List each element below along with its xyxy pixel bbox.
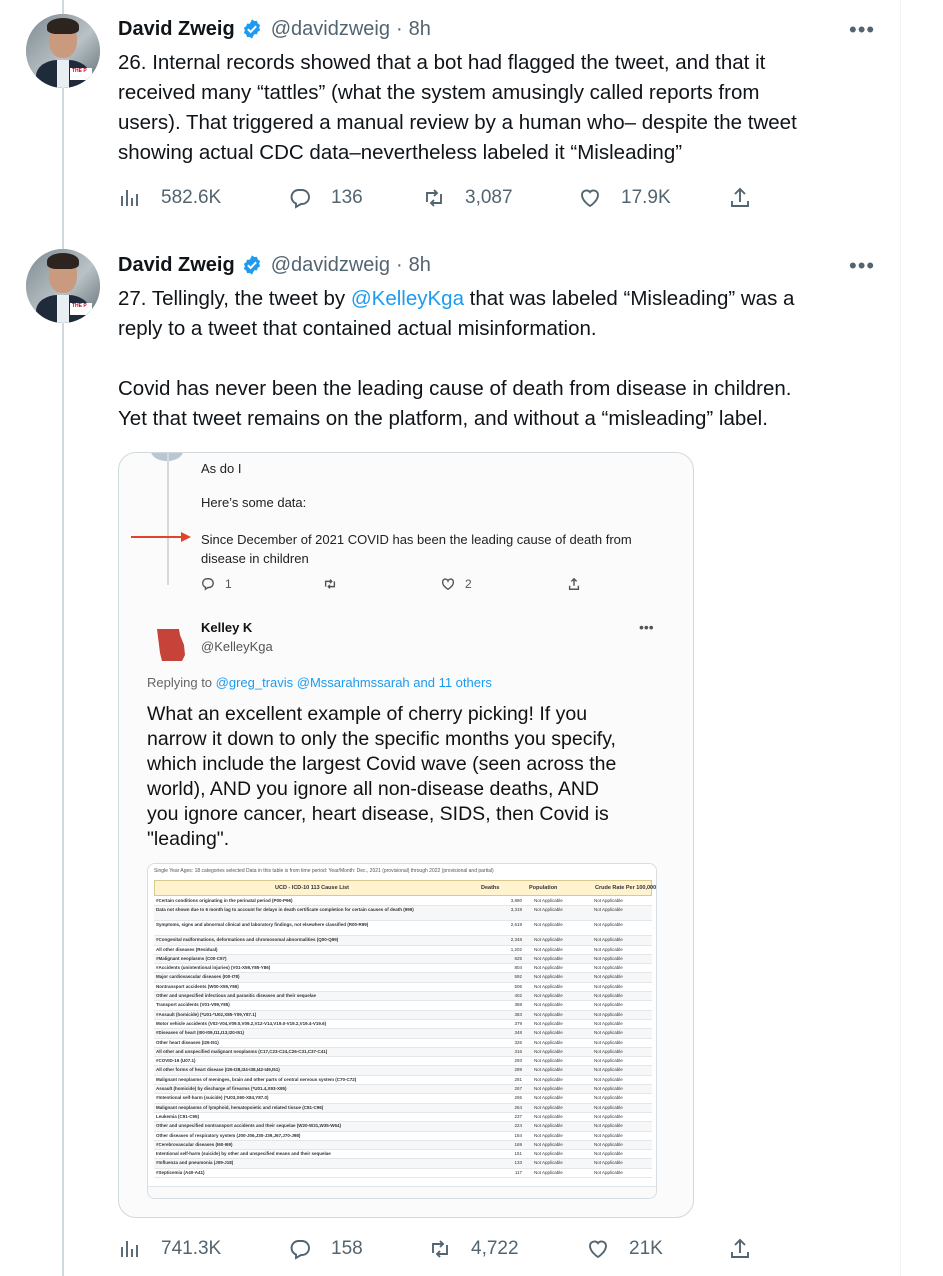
tweet-text-line: showing actual CDC data–nevertheless labeled it “Misleading” xyxy=(118,141,683,164)
retweet-icon xyxy=(428,1237,452,1261)
table-cell: Data not shown due to 6 month lag to account for delays in death certificate completion for certain causes of death (999) xyxy=(156,907,414,913)
table-row xyxy=(154,1150,652,1159)
reply-body-line: "leading". xyxy=(147,828,230,850)
table-cell: Not Applicable xyxy=(534,898,563,903)
table-cell: #Septicemia (A40-A41) xyxy=(156,1169,205,1175)
tweet-26[interactable] xyxy=(0,0,900,240)
table-cell: Not Applicable xyxy=(594,1086,623,1092)
table-row xyxy=(154,921,652,936)
share-icon xyxy=(567,577,581,591)
like-button[interactable] xyxy=(586,1237,663,1261)
table-cell: 316 xyxy=(514,1048,522,1054)
table-cell: 804 xyxy=(514,965,522,971)
table-cell: Not Applicable xyxy=(534,1011,563,1017)
embedded-thread-line xyxy=(167,453,169,585)
timestamp[interactable]: 8h xyxy=(408,17,431,40)
like-count: 17.9K xyxy=(621,187,671,208)
table-row xyxy=(154,964,652,973)
table-cell: Not Applicable xyxy=(594,983,623,989)
tweet-text xyxy=(118,284,878,434)
table-cell: Not Applicable xyxy=(534,993,563,999)
table-cell: Leukemia (C91-C95) xyxy=(156,1113,200,1119)
table-title: Single Year Ages: 18 categories selected Data in this table is from time period: Year/Month: Dec., 2021 (provisional) through 2022 (provisional and partial) xyxy=(154,868,494,874)
paragraph-gap xyxy=(118,344,878,374)
views-icon xyxy=(118,186,142,210)
table-cell: Other diseases of respiratory system (J00-J06,J30-J39,J67,J70-J98) xyxy=(156,1132,301,1138)
table-cell: Nontransport accidents (W00-X59,Y86) xyxy=(156,983,239,989)
table-cell: Not Applicable xyxy=(534,955,563,961)
table-cell: Not Applicable xyxy=(534,1030,563,1036)
table-cell: Other and unspecified nontransport accidents and their sequelae (W20-W31,W35-W64) xyxy=(156,1123,342,1129)
upper-tweet-line: Since December of 2021 COVID has been the leading cause of death from xyxy=(201,532,632,547)
heart-icon xyxy=(441,577,455,591)
table-cell: 592 xyxy=(514,974,522,980)
tweet-text-line: 26. Internal records showed that a bot had flagged the tweet, and that it xyxy=(118,51,766,74)
author-avatar[interactable]: THE P xyxy=(26,249,100,323)
table-cell: #Congenital malformations, deformations and chromosomal abnormalities (Q00-Q99) xyxy=(156,937,339,943)
table-cell: Not Applicable xyxy=(534,1169,563,1175)
table-cell: All other and unspecified malignant neoplasms (C17,C23-C24,C26-C31,C37-C41) xyxy=(156,1048,328,1054)
retweet-button[interactable] xyxy=(428,1237,519,1261)
table-cell: 237 xyxy=(514,1113,522,1119)
table-cell: Malignant neoplasms of meninges, brain and other parts of central nervous system (C70-C72) xyxy=(156,1076,357,1082)
table-cell: Not Applicable xyxy=(594,1095,623,1101)
table-row xyxy=(154,1029,652,1038)
replying-mentions: @greg_travis @Mssarahmssarah and 11 others xyxy=(215,675,492,690)
table-cell: Not Applicable xyxy=(534,1086,563,1092)
table-row xyxy=(154,1020,652,1029)
table-row xyxy=(154,1039,652,1048)
table-cell: 2,348 xyxy=(510,937,522,943)
table-cell: 293 xyxy=(514,1058,522,1064)
table-row xyxy=(154,1113,652,1122)
separator-dot: · xyxy=(395,17,403,40)
table-row xyxy=(154,906,652,921)
tweet-header xyxy=(118,251,431,279)
table-header xyxy=(154,880,657,896)
table-cell: Not Applicable xyxy=(534,965,563,971)
table-cell: 402 xyxy=(514,993,522,999)
share-icon xyxy=(728,1237,752,1261)
table-cell: Not Applicable xyxy=(594,922,623,928)
table-header-cell: Crude Rate Per 100,000 xyxy=(595,885,657,891)
upper-tweet-line: Here’s some data: xyxy=(201,495,307,510)
reply-icon xyxy=(288,1237,312,1261)
table-header-cell: UCD - ICD-10 113 Cause List xyxy=(275,885,349,891)
embedded-share xyxy=(567,577,581,591)
table-row xyxy=(154,1132,652,1141)
table-row xyxy=(154,973,652,982)
table-cell: All other diseases (Residual) xyxy=(156,946,218,952)
table-cell: Not Applicable xyxy=(594,1002,623,1008)
table-row xyxy=(154,992,652,1001)
table-cell: 289 xyxy=(514,1067,522,1073)
table-cell: Not Applicable xyxy=(534,1095,563,1101)
views-button[interactable] xyxy=(118,186,221,210)
table-cell: #Accidents (unintentional injuries) (V01-X59,Y85-Y86) xyxy=(156,965,271,971)
image-bottom-bar xyxy=(148,1186,657,1199)
table-cell: Malignant neoplasms of lymphoid, hematopoietic and related tissue (C81-C96) xyxy=(156,1104,324,1110)
table-row xyxy=(154,1169,652,1178)
table-cell: 348 xyxy=(514,1030,522,1036)
reply-icon xyxy=(201,577,215,591)
table-cell: Not Applicable xyxy=(534,983,563,989)
table-cell: Not Applicable xyxy=(534,1039,563,1045)
separator-dot: · xyxy=(395,253,403,276)
table-row xyxy=(154,1076,652,1085)
like-count: 21K xyxy=(629,1238,663,1259)
reply-body-line: you ignore cancer, heart disease, SIDS, then Covid is xyxy=(147,803,609,825)
reply-body-line: world), AND you ignore all non-disease deaths, AND xyxy=(147,778,599,800)
table-cell: Not Applicable xyxy=(594,1048,623,1054)
table-cell: 184 xyxy=(514,1132,522,1138)
table-row xyxy=(154,1141,652,1150)
embedded-retweet xyxy=(323,577,337,591)
text-fragment: 27. Tellingly, the tweet by xyxy=(118,287,351,310)
retweet-icon xyxy=(422,186,446,210)
views-count: 741.3K xyxy=(161,1238,222,1259)
table-row xyxy=(154,1104,652,1113)
reply-icon xyxy=(288,186,312,210)
table-cell: Not Applicable xyxy=(534,974,563,980)
table-row xyxy=(154,1011,652,1020)
table-cell: Not Applicable xyxy=(594,1076,623,1082)
reply-more-icon: ••• xyxy=(639,619,654,635)
more-options-button[interactable]: ••• xyxy=(849,17,876,42)
table-cell: Not Applicable xyxy=(534,1141,563,1147)
table-header-cell: Population xyxy=(529,885,558,891)
table-cell: Not Applicable xyxy=(534,937,563,943)
table-cell: All other forms of heart disease (I26-I28,I34-I38,I42-I49,I51) xyxy=(156,1067,280,1073)
table-row xyxy=(154,1085,652,1094)
table-cell: Not Applicable xyxy=(594,974,623,980)
table-cell: 169 xyxy=(514,1141,522,1147)
table-cell: Not Applicable xyxy=(594,1030,623,1036)
share-button[interactable] xyxy=(728,186,752,210)
table-cell: Not Applicable xyxy=(594,1039,623,1045)
replying-prefix: Replying to xyxy=(147,675,216,690)
tweet-text-line: received many “tattles” (what the system amusingly called reports from xyxy=(118,81,760,104)
column-border xyxy=(900,0,901,1276)
table-row xyxy=(154,936,652,945)
tweet-text xyxy=(118,48,878,168)
table-cell: Not Applicable xyxy=(594,1123,623,1129)
reply-body-line: What an excellent example of cherry picking! If you xyxy=(147,703,588,725)
embedded-reply xyxy=(201,577,232,591)
retweet-icon xyxy=(323,577,337,591)
reply-body-line: which include the largest Covid wave (seen across the xyxy=(147,753,617,775)
table-cell: 2,619 xyxy=(510,922,522,928)
table-cell: #Cerebrovascular diseases (I60-I69) xyxy=(156,1141,233,1147)
embedded-reply-count: 1 xyxy=(225,577,232,591)
retweet-button[interactable] xyxy=(422,186,513,210)
table-cell: Not Applicable xyxy=(594,946,623,952)
table-cell: Not Applicable xyxy=(534,1020,563,1026)
table-cell: 265 xyxy=(514,1095,522,1101)
upper-tweet-actions xyxy=(201,577,591,593)
table-cell: #Malignant neoplasms (C00-C97) xyxy=(156,955,227,961)
author-handle[interactable]: @davidzweig xyxy=(270,253,390,276)
table-cell: Not Applicable xyxy=(594,1169,623,1175)
table-cell: Not Applicable xyxy=(534,1151,563,1157)
table-cell: Not Applicable xyxy=(534,1048,563,1054)
table-body xyxy=(154,897,652,1178)
like-button[interactable] xyxy=(578,186,671,210)
tweet-text-line: Covid has never been the leading cause of death from disease in children. xyxy=(118,377,792,400)
table-cell: 117 xyxy=(514,1169,522,1175)
table-cell: Not Applicable xyxy=(534,946,563,952)
reply-body-line: narrow it down to only the specific months you specify, xyxy=(147,728,616,750)
views-button[interactable] xyxy=(118,1237,221,1261)
reply-count: 136 xyxy=(331,187,363,208)
table-cell: Not Applicable xyxy=(594,1141,623,1147)
table-cell: 267 xyxy=(514,1086,522,1092)
table-cell: Not Applicable xyxy=(594,1020,623,1026)
table-cell: Not Applicable xyxy=(594,1132,623,1138)
table-cell: 379 xyxy=(514,1020,522,1026)
author-avatar[interactable]: THE P xyxy=(26,14,100,88)
views-icon xyxy=(118,1237,142,1261)
verified-badge-icon xyxy=(241,254,263,276)
table-cell: Not Applicable xyxy=(534,1067,563,1073)
author-name[interactable]: David Zweig xyxy=(118,253,235,276)
table-cell: Not Applicable xyxy=(534,1113,563,1119)
table-row xyxy=(154,1048,652,1057)
table-cell: Intentional self-harm (suicide) by other and unspecified means and their sequelae xyxy=(156,1151,331,1157)
table-cell: #Intentional self-harm (suicide) (*U03,X60-X84,Y87.0) xyxy=(156,1095,269,1101)
table-cell: Assault (homicide) by discharge of firearms (*U01.4,X93-X95) xyxy=(156,1086,287,1092)
table-cell: 3,319 xyxy=(510,907,522,913)
red-arrow-icon xyxy=(131,531,193,543)
table-row xyxy=(154,946,652,955)
table-cell: Not Applicable xyxy=(594,1067,623,1073)
table-row xyxy=(154,1066,652,1075)
text-fragment: that was labeled “Misleading” was a xyxy=(463,287,795,310)
share-icon xyxy=(728,186,752,210)
timestamp[interactable]: 8h xyxy=(408,253,431,276)
tweet-header xyxy=(118,15,431,43)
table-cell: #COVID-19 (U07.1) xyxy=(156,1058,196,1064)
reply-body xyxy=(147,702,667,852)
table-cell: Not Applicable xyxy=(594,1151,623,1157)
table-cell: 1,202 xyxy=(510,946,522,952)
table-cell: Not Applicable xyxy=(534,1123,563,1129)
table-cell: 281 xyxy=(514,1076,522,1082)
table-cell: Not Applicable xyxy=(534,1076,563,1082)
table-cell: 264 xyxy=(514,1104,522,1110)
table-cell: Not Applicable xyxy=(594,965,623,971)
georgia-map-avatar-icon xyxy=(147,619,195,667)
table-row xyxy=(154,955,652,964)
table-cell: Not Applicable xyxy=(594,1113,623,1119)
reply-author-handle: @KelleyKga xyxy=(201,639,273,654)
table-row xyxy=(154,983,652,992)
embedded-like-count: 2 xyxy=(465,577,472,591)
table-cell: Motor vehicle accidents (V02-V04,V09.0,V09.2,V12-V14,V19.0-V19.2,V19.4-V19.6) xyxy=(156,1020,327,1026)
table-cell: #Diseases of heart (I00-I09,I11,I13,I20-I51) xyxy=(156,1030,245,1036)
reply-author-name: Kelley K xyxy=(201,620,253,635)
table-cell: Not Applicable xyxy=(594,1011,623,1017)
tweet-text-line xyxy=(118,284,878,314)
table-cell: Major cardiovascular diseases (I00-I78) xyxy=(156,974,240,980)
tweet-text-line: users). That triggered a manual review by a human who– despite the tweet xyxy=(118,111,797,134)
table-cell: #Certain conditions originating in the perinatal period (P00-P96) xyxy=(156,898,293,903)
table-cell: Not Applicable xyxy=(534,1132,563,1138)
table-row xyxy=(154,1094,652,1103)
table-cell: Not Applicable xyxy=(594,907,623,913)
tweet-text-line: Yet that tweet remains on the platform, and without a “misleading” label. xyxy=(118,407,768,430)
table-cell: Not Applicable xyxy=(534,922,563,928)
author-handle[interactable]: @davidzweig xyxy=(270,17,390,40)
table-cell: Transport accidents (V01-V99,Y85) xyxy=(156,1002,230,1008)
replying-to xyxy=(147,675,492,690)
embedded-like xyxy=(441,577,472,591)
table-header-cell: Deaths xyxy=(481,885,500,891)
share-button[interactable] xyxy=(728,1237,752,1261)
more-options-button[interactable]: ••• xyxy=(849,253,876,278)
retweet-count: 3,087 xyxy=(465,187,513,208)
table-cell: Not Applicable xyxy=(594,955,623,961)
table-row xyxy=(154,897,652,906)
table-cell: Not Applicable xyxy=(594,1160,623,1166)
upper-tweet-line: disease in children xyxy=(201,551,309,566)
retweet-count: 4,722 xyxy=(471,1238,519,1259)
table-cell: #Influenza and pneumonia (J09-J18) xyxy=(156,1160,234,1166)
reply-button[interactable] xyxy=(288,1237,363,1261)
table-cell: 326 xyxy=(514,1039,522,1045)
table-cell: 151 xyxy=(514,1151,522,1157)
tweet-text-line: reply to a tweet that contained actual misinformation. xyxy=(118,317,597,340)
table-cell: Symptoms, signs and abnormal clinical and laboratory findings, not elsewhere classified (R00-R99) xyxy=(156,922,369,928)
table-row xyxy=(154,1159,652,1168)
table-cell: 224 xyxy=(514,1123,522,1129)
tweet-actions xyxy=(118,1237,818,1267)
heart-icon xyxy=(578,186,602,210)
table-cell: 3,880 xyxy=(510,898,522,903)
upper-tweet-line: As do I xyxy=(201,461,242,476)
table-cell: Not Applicable xyxy=(534,1104,563,1110)
table-cell: 506 xyxy=(514,983,522,989)
table-cell: Not Applicable xyxy=(534,907,563,913)
table-cell: #Assault (homicide) (*U01-*U02,X85-Y09,Y87.1) xyxy=(156,1011,257,1017)
table-cell: 825 xyxy=(514,955,522,961)
attached-image[interactable] xyxy=(118,452,694,1218)
heart-icon xyxy=(586,1237,610,1261)
table-cell: Not Applicable xyxy=(594,1058,623,1064)
table-cell: Not Applicable xyxy=(534,1058,563,1064)
table-cell: Other heart diseases (I26-I51) xyxy=(156,1039,219,1045)
table-cell: Not Applicable xyxy=(594,898,623,903)
table-cell: Not Applicable xyxy=(594,993,623,999)
table-cell: 133 xyxy=(514,1160,522,1166)
table-cell: 388 xyxy=(514,1002,522,1008)
table-cell: Not Applicable xyxy=(534,1002,563,1008)
mention-link[interactable]: @KelleyKga xyxy=(350,287,464,310)
cdc-wonder-table-screenshot xyxy=(147,863,657,1199)
table-cell: Other and unspecified infectious and parasitic diseases and their sequelae xyxy=(156,993,317,999)
table-cell: 383 xyxy=(514,1011,522,1017)
verified-badge-icon xyxy=(241,18,263,40)
tweet-actions xyxy=(118,186,818,216)
table-cell: Not Applicable xyxy=(594,937,623,943)
table-row xyxy=(154,1122,652,1131)
views-count: 582.6K xyxy=(161,187,222,208)
table-row xyxy=(154,1057,652,1066)
author-name[interactable]: David Zweig xyxy=(118,17,235,40)
table-cell: Not Applicable xyxy=(594,1104,623,1110)
reply-count: 158 xyxy=(331,1238,363,1259)
table-cell: Not Applicable xyxy=(534,1160,563,1166)
reply-button[interactable] xyxy=(288,186,363,210)
table-row xyxy=(154,1001,652,1010)
